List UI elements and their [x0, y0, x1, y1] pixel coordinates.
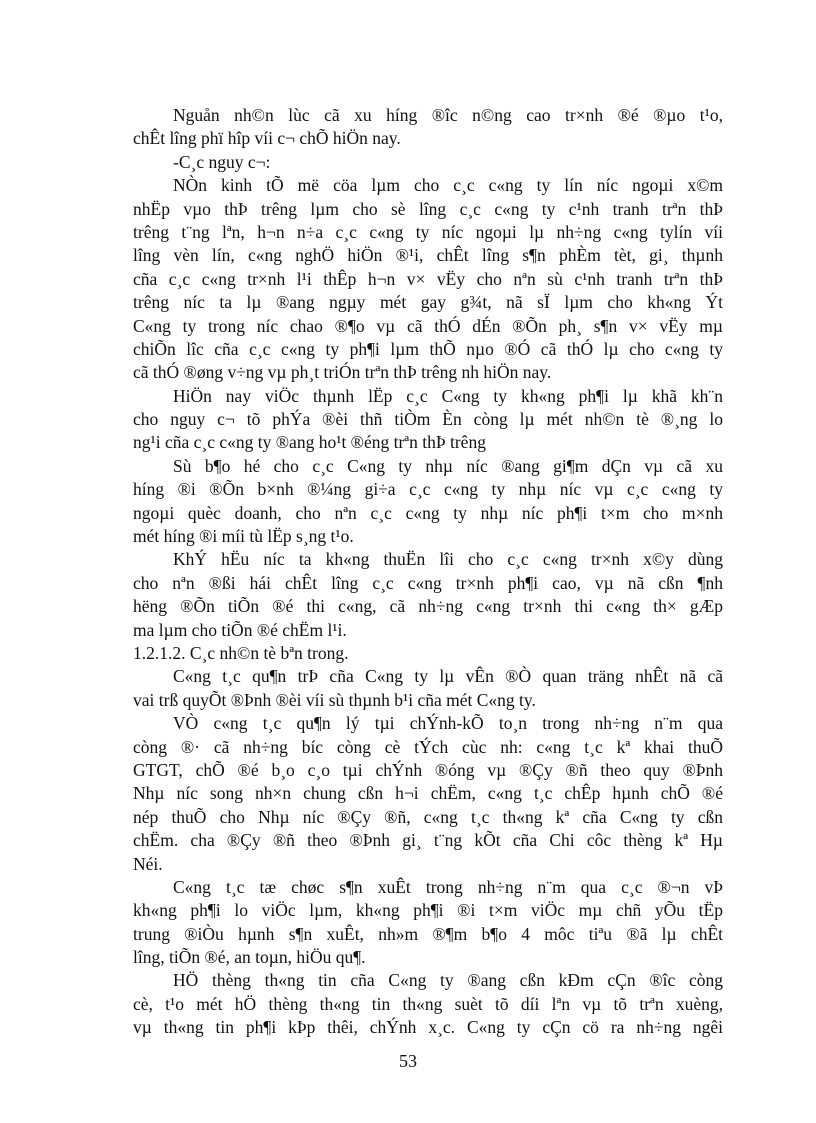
- text-line: HÖ thèng th«ng tin cña C«ng ty ®ang cßn kÐm cÇn ®îc còng: [173, 970, 723, 991]
- text-line: trêng níc ta lµ ®ang ngµy mét gay g¾t, nã sÏ lµm cho kh«ng Ýt: [133, 292, 723, 313]
- text-line: chiÕn lîc cña c¸c c«ng ty ph¶i lµm thÕ nµo ®Ó cã thÓ lµ cho c«ng ty: [133, 338, 723, 359]
- text-line: lîng, tiÕn ®é, an toµn, hiÖu qu¶.: [133, 947, 366, 968]
- text-line: trung ®iÒu hµnh s¶n xuÊt, nh»m ®¶m b¶o 4 môc tiªu ®ã lµ chÊt: [133, 923, 723, 944]
- text-line: GTGT, chÕ ®é b¸o c¸o tµi chÝnh ®óng vµ ®Çy ®ñ theo quy ®Þnh: [133, 759, 723, 780]
- text-line: chËm. cha ®Çy ®ñ theo ®Þnh gi¸ t¨ng kÕt cña Chi côc thèng kª Hµ: [133, 830, 723, 851]
- text-line: 1.2.1.2. C¸c nh©n tè bªn trong.: [133, 642, 349, 663]
- text-line: C«ng ty trong níc chao ®¶o vµ cã thÓ dÉn ®Õn ph¸ s¶n v× vËy mµ: [133, 315, 723, 336]
- text-line: ngoµi quèc doanh, cho nªn c¸c c«ng ty nhµ níc ph¶i t×m cho m×nh: [133, 502, 723, 523]
- text-line: còng ®· cã nh÷ng bíc còng cè tÝch cùc nh: c«ng t¸c kª khai thuÕ: [133, 736, 723, 757]
- text-line: C«ng t¸c qu¶n trÞ cña C«ng ty lµ vÊn ®Ò quan träng nhÊt nã cã: [173, 666, 723, 687]
- text-line: HiÖn nay viÖc thµnh lËp c¸c C«ng ty kh«ng ph¶i lµ khã kh¨n: [173, 385, 723, 406]
- text-line: C«ng t¸c tæ chøc s¶n xuÊt trong nh÷ng n¨m qua c¸c ®¬n vÞ: [173, 876, 723, 897]
- text-line: cè, t¹o mét hÖ thèng th«ng tin th«ng suèt tõ díi lªn vµ tõ trªn xuèng,: [133, 993, 723, 1014]
- body-text: [133, 104, 723, 1040]
- text-line: KhÝ hËu níc ta kh«ng thuËn lîi cho c¸c c«ng tr×nh x©y dùng: [173, 549, 723, 570]
- text-line: mét híng ®i míi tù lËp s¸ng t¹o.: [133, 526, 354, 547]
- text-line: -C¸c nguy c¬:: [173, 151, 271, 172]
- text-line: cho nguy c¬ tõ phÝa ®èi thñ tiÒm Èn còng lµ mét nh©n tè ®¸ng lo: [133, 409, 723, 430]
- text-line: cña c¸c c«ng tr×nh l¹i thÊp h¬n v× vËy cho nªn sù c¹nh tranh trªn thÞ: [133, 268, 723, 289]
- text-line: vµ th«ng tin ph¶i kÞp thêi, chÝnh x¸c. C«ng ty cÇn cö ra nh÷ng ngêi: [133, 1017, 723, 1038]
- page-number: 53: [399, 1051, 417, 1071]
- text-line: nhËp vµo thÞ trêng lµm cho sè lîng c¸c c«ng ty c¹nh tranh trªn thÞ: [133, 198, 723, 219]
- text-line: híng ®i ®Õn b×nh ®¼ng gi÷a c¸c c«ng ty nhµ níc vµ c¸c c«ng ty: [133, 479, 723, 500]
- text-line: ma lµm cho tiÕn ®é chËm l¹i.: [133, 619, 347, 640]
- text-line: chÊt lîng phï hîp víi c¬ chÕ hiÖn nay.: [133, 128, 401, 149]
- text-line: vai trß quyÕt ®Þnh ®èi víi sù thµnh b¹i cña mét C«ng ty.: [133, 689, 536, 710]
- text-line: Nhµ níc song nh×n chung cßn h¬i chËm, c«ng t¸c chÊp hµnh chÕ ®é: [133, 783, 723, 804]
- text-line: cã thÓ ®øng v÷ng vµ ph¸t triÓn trªn thÞ trêng nh hiÖn nay.: [133, 362, 552, 383]
- text-line: NÒn kinh tÕ më cöa lµm cho c¸c c«ng ty lín níc ngoµi x©m: [173, 175, 723, 196]
- text-line: Néi.: [133, 853, 163, 874]
- text-line: hëng ®Õn tiÕn ®é thi c«ng, cã nh÷ng c«ng tr×nh thi c«ng th× gÆp: [133, 596, 723, 617]
- text-line: trêng t¨ng lªn, h¬n n÷a c¸c c«ng ty níc ngoµi lµ nh÷ng c«ng tylín víi: [133, 221, 723, 242]
- text-line: nép thuÕ cho Nhµ níc ®Çy ®ñ, c«ng t¸c th«ng kª cña C«ng ty cßn: [133, 806, 723, 827]
- text-line: lîng vèn lín, c«ng nghÖ hiÖn ®¹i, chÊt lîng s¶n phÈm tèt, gi¸ thµnh: [133, 245, 723, 266]
- text-line: Nguån nh©n lùc cã xu híng ®îc n©ng cao tr×nh ®é ®µo t¹o,: [173, 105, 723, 125]
- text-line: Sù b¶o hé cho c¸c C«ng ty nhµ níc ®ang gi¶m dÇn vµ cã xu: [173, 455, 723, 476]
- text-line: kh«ng ph¶i lo viÖc lµm, kh«ng ph¶i ®i t×m viÖc mµ chñ yÕu tËp: [133, 900, 723, 921]
- text-line: ng¹i cña c¸c c«ng ty ®ang ho¹t ®éng trªn thÞ trêng: [133, 432, 486, 453]
- text-line: VÒ c«ng t¸c qu¶n lý tµi chÝnh-kÕ to¸n trong nh÷ng n¨m qua: [173, 713, 723, 734]
- text-line: cho nªn ®ßi hái chÊt lîng c¸c c«ng tr×nh ph¶i cao, vµ nã cßn ¶nh: [133, 572, 723, 593]
